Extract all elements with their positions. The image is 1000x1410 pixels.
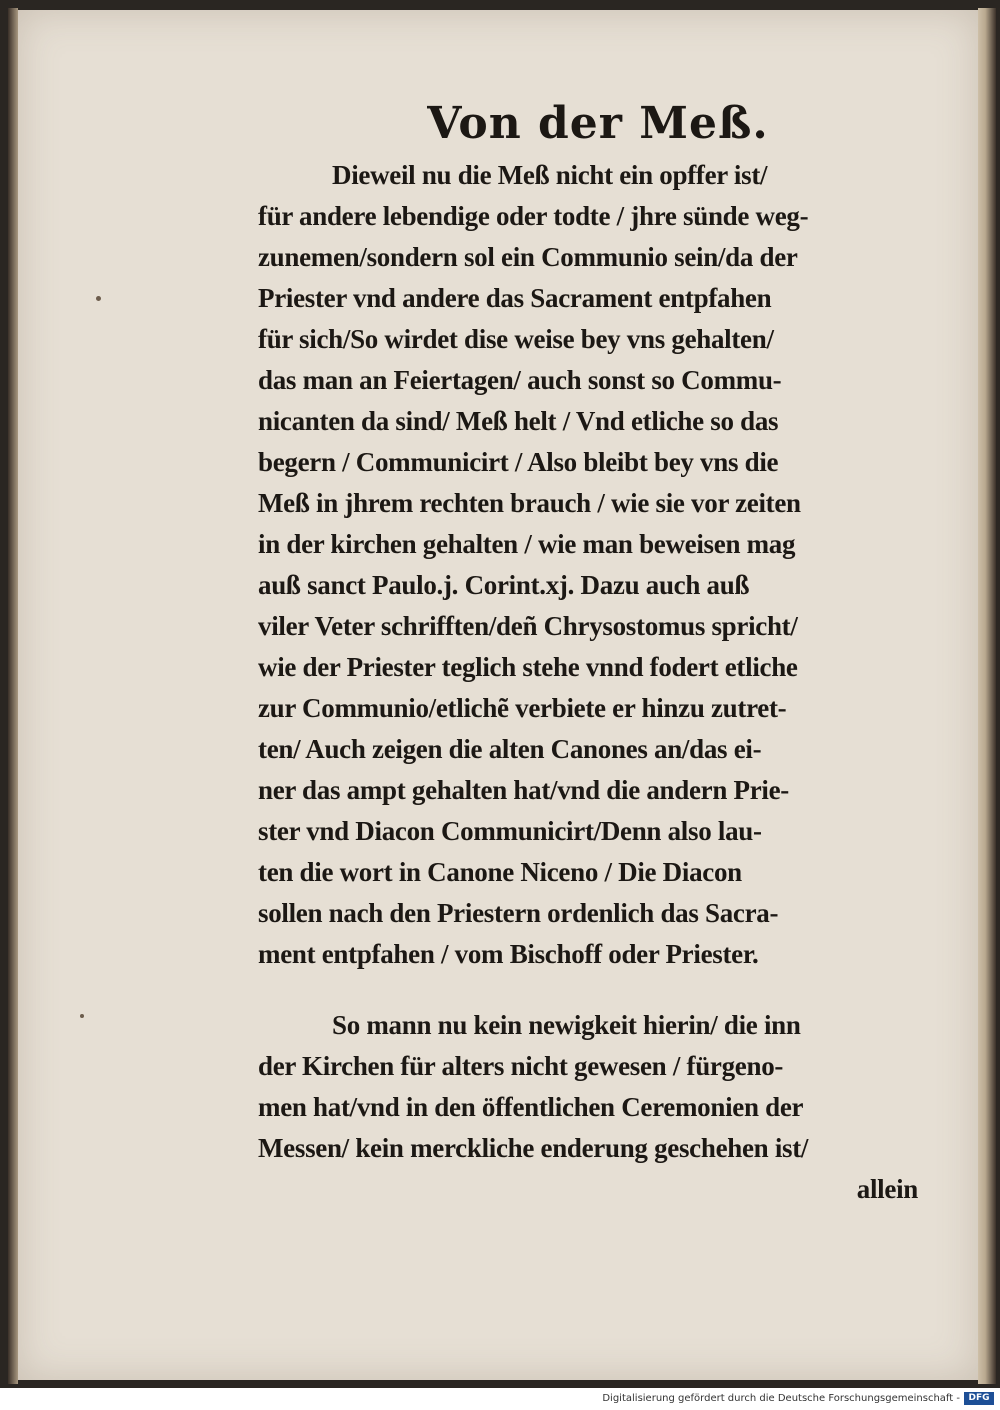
paragraph-1 (258, 155, 938, 975)
page-edge-left (8, 8, 18, 1384)
paragraph-2 (258, 1005, 938, 1169)
text-line: So mann nu kein newigkeit hierin/ die inn (332, 1010, 801, 1040)
text-line: für andere lebendige oder todte / jhre sünde weg- (258, 201, 809, 231)
text-line: zur Communio/etlichẽ verbiete er hinzu zutret- (258, 693, 787, 723)
paper-speck (96, 296, 101, 301)
paragraph-gap (258, 975, 938, 1005)
page-edge-right (978, 8, 996, 1384)
funding-credit: Digitalisierung gefördert durch die Deutsche Forschungsgemeinschaft - (602, 1393, 960, 1404)
text-line: für sich/So wirdet dise weise bey vns gehalten/ (258, 324, 774, 354)
dfg-logo: DFG (964, 1392, 994, 1405)
text-line: der Kirchen für alters nicht gewesen / fürgeno- (258, 1051, 784, 1081)
text-line: ten/ Auch zeigen die alten Canones an/das ei- (258, 734, 762, 764)
text-line: Messen/ kein merckliche enderung geschehen ist/ (258, 1133, 809, 1163)
text-line: wie der Priester teglich stehe vnnd fodert etliche (258, 652, 798, 682)
text-line: Meß in jhrem rechten brauch / wie sie vor zeiten (258, 488, 801, 518)
text-line: zunemen/sondern sol ein Communio sein/da der (258, 242, 798, 272)
paper-speck (80, 1014, 84, 1018)
text-line: ten die wort in Canone Niceno / Die Diacon (258, 857, 742, 887)
page-text (258, 98, 938, 1210)
section-heading: Von der Meß. (427, 98, 769, 149)
text-line: auß sanct Paulo.j. Corint.xj. Dazu auch auß (258, 570, 750, 600)
text-line: ner das ampt gehalten hat/vnd die andern Prie- (258, 775, 789, 805)
text-line: in der kirchen gehalten / wie man beweisen mag (258, 529, 796, 559)
text-line: ment entpfahen / vom Bischoff oder Priester. (258, 939, 759, 969)
text-line: begern / Communicirt / Also bleibt bey vns die (258, 447, 779, 477)
text-line: men hat/vnd in den öffentlichen Ceremonien der (258, 1092, 804, 1122)
text-line: nicanten da sind/ Meß helt / Vnd etliche so das (258, 406, 779, 436)
text-line: Priester vnd andere das Sacrament entpfahen (258, 283, 772, 313)
text-line: sollen nach den Priestern ordenlich das Sacra- (258, 898, 779, 928)
catchword: allein (856, 1174, 918, 1204)
text-line: Dieweil nu die Meß nicht ein opffer ist/ (332, 160, 768, 190)
text-line: ster vnd Diacon Communicirt/Denn also lau- (258, 816, 762, 846)
text-line: das man an Feiertagen/ auch sonst so Commu- (258, 365, 782, 395)
text-line: viler Veter schrifften/deñ Chrysostomus spricht/ (258, 611, 798, 641)
